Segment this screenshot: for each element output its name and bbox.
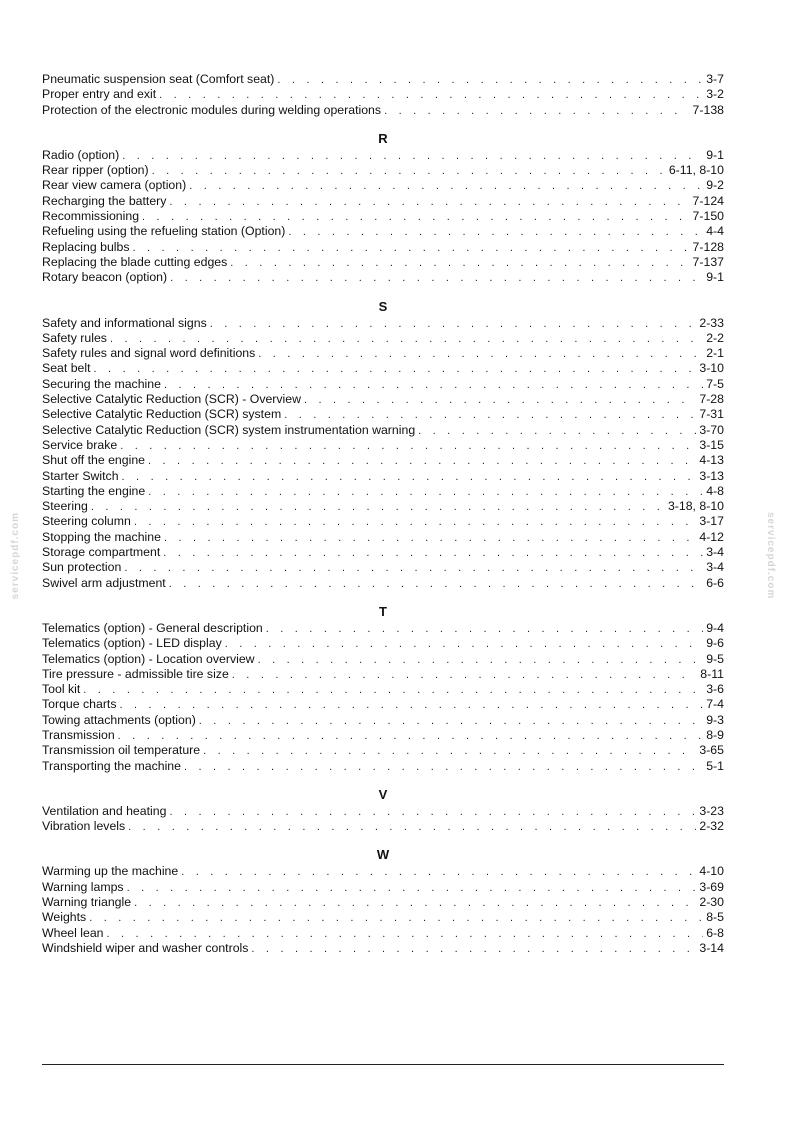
entry-label: Transmission oil temperature [42, 743, 201, 758]
entry-label: Safety rules [42, 330, 107, 345]
entry-label: Selective Catalytic Reduction (SCR) - Overview [42, 392, 301, 407]
entry-page: 4-4 [706, 224, 724, 239]
dot-leader [159, 88, 703, 102]
index-entry[interactable] [42, 178, 724, 193]
entry-label: Proper entry and exit [42, 87, 157, 102]
entry-label: Warning lamps [42, 879, 124, 894]
index-entry[interactable] [42, 636, 724, 651]
entry-page: 2-2 [706, 330, 724, 345]
entry-label: Storage compartment [42, 545, 161, 560]
index-entry[interactable] [42, 864, 724, 879]
entry-page: 3-4 [706, 560, 724, 575]
dot-leader [232, 668, 698, 682]
entry-page: 7-137 [692, 254, 724, 269]
dot-leader [284, 408, 696, 422]
entry-page: 8-9 [706, 727, 724, 742]
entry-page: 3-7 [706, 72, 724, 86]
entry-page: 3-6 [706, 682, 724, 697]
entry-page: 9-5 [706, 651, 724, 666]
entry-page: 7-28 [699, 392, 724, 407]
entry-label: Transporting the machine [42, 758, 181, 773]
entry-label: Tool kit [42, 682, 81, 697]
entry-page: 2-33 [699, 315, 724, 330]
index-section [42, 299, 724, 591]
index-entry[interactable] [42, 514, 724, 529]
entry-label: Starting the engine [42, 483, 146, 498]
dot-leader [127, 881, 697, 895]
entry-label: Pneumatic suspension seat (Comfort seat) [42, 72, 275, 86]
entry-label: Weights [42, 910, 87, 925]
entry-page: 7-4 [706, 697, 724, 712]
entry-page: 4-12 [699, 529, 724, 544]
dot-leader [118, 729, 704, 743]
index-entry[interactable] [42, 453, 724, 468]
entry-page: 9-1 [706, 270, 724, 285]
index-entry[interactable] [42, 163, 724, 178]
index-entry[interactable] [42, 530, 724, 545]
index-entry[interactable] [42, 407, 724, 422]
section-letter: S [378, 298, 388, 314]
index-entry[interactable] [42, 103, 724, 118]
index-entry[interactable] [42, 652, 724, 667]
index-section [42, 131, 724, 286]
entry-label: Telematics (option) - Location overview [42, 651, 255, 666]
index-entry[interactable] [42, 926, 724, 941]
entry-page: 3-15 [699, 437, 724, 452]
entry-page: 4-13 [699, 453, 724, 468]
entry-page: 4-8 [706, 483, 724, 498]
index-entry[interactable] [42, 392, 724, 407]
index-entry[interactable] [42, 682, 724, 697]
entry-page: 3-10 [699, 361, 724, 376]
entry-page: 3-17 [699, 514, 724, 529]
dot-leader [384, 104, 689, 118]
index-entry[interactable] [42, 499, 724, 514]
entry-page: 9-4 [706, 620, 724, 635]
entry-label: Steering column [42, 514, 131, 529]
dot-leader [89, 911, 703, 925]
entry-page: 9-6 [706, 636, 724, 651]
watermark-right: servicepdf.com [765, 512, 776, 600]
entry-page: 9-2 [706, 178, 724, 193]
entry-page: 3-23 [699, 803, 724, 818]
dot-leader [133, 241, 690, 255]
dot-leader [134, 515, 697, 529]
entry-label: Torque charts [42, 697, 117, 712]
entry-label: Radio (option) [42, 147, 120, 162]
dot-leader [288, 225, 703, 239]
index-entry[interactable] [42, 895, 724, 910]
entry-page: 9-1 [706, 147, 724, 162]
entry-label: Starter Switch [42, 468, 119, 483]
dot-leader [91, 500, 665, 514]
index-entry[interactable] [42, 713, 724, 728]
section-letter: R [378, 130, 388, 146]
entry-label: Transmission [42, 727, 115, 742]
index-entry[interactable] [42, 941, 724, 956]
entry-label: Warning triangle [42, 895, 132, 910]
dot-leader [134, 896, 696, 910]
entry-page: 2-1 [706, 346, 724, 361]
entry-page: 3-2 [706, 87, 724, 102]
index-entry[interactable] [42, 438, 724, 453]
entry-page: 3-14 [699, 940, 724, 955]
entry-label: Service brake [42, 437, 118, 452]
dot-leader [203, 744, 696, 758]
dot-leader [120, 439, 696, 453]
index-section [42, 72, 724, 118]
entry-page: 7-31 [699, 407, 724, 422]
index-entry[interactable] [42, 667, 724, 682]
section-letter: W [376, 847, 390, 863]
entry-page: 7-124 [692, 193, 724, 208]
entry-page: 3-18, 8-10 [667, 499, 724, 514]
entry-page: 7-5 [706, 376, 724, 391]
entry-label: Tire pressure - admissible tire size [42, 666, 229, 681]
index-entry[interactable] [42, 316, 724, 331]
entry-label: Vibration levels [42, 819, 126, 834]
index-entry[interactable] [42, 728, 724, 743]
dot-leader [225, 637, 703, 651]
entry-label: Recharging the battery [42, 193, 167, 208]
dot-leader [164, 531, 696, 545]
index-section [42, 787, 724, 835]
dot-leader [164, 378, 703, 392]
dot-leader [199, 714, 703, 728]
index-entry[interactable] [42, 87, 724, 102]
section-letter: T [379, 603, 387, 619]
dot-leader [266, 622, 703, 636]
dot-leader [152, 164, 666, 178]
dot-leader [163, 546, 703, 560]
index-entry[interactable] [42, 697, 724, 712]
entry-page: 3-69 [699, 879, 724, 894]
entry-page: 7-128 [692, 239, 724, 254]
index-entry[interactable] [42, 560, 724, 575]
dot-leader [122, 149, 703, 163]
entry-label: Warming up the machine [42, 864, 179, 879]
dot-leader [304, 393, 696, 407]
index-entry[interactable] [42, 377, 724, 392]
entry-label: Replacing the blade cutting edges [42, 254, 228, 269]
entry-label: Rear view camera (option) [42, 178, 187, 193]
watermark-left: servicepdf.com [10, 512, 21, 600]
alphabetical-index [42, 72, 724, 956]
entry-label: Windshield wiper and washer controls [42, 940, 249, 955]
index-entry[interactable] [42, 469, 724, 484]
entry-page: 3-4 [706, 545, 724, 560]
entry-page: 2-30 [699, 895, 724, 910]
entry-label: Telematics (option) - General description [42, 620, 263, 635]
dot-leader [184, 760, 703, 774]
entry-page: 7-138 [692, 102, 724, 117]
index-entry[interactable] [42, 209, 724, 224]
dot-leader [122, 470, 697, 484]
dot-leader [148, 454, 696, 468]
dot-leader [94, 362, 697, 376]
entry-page: 4-10 [699, 864, 724, 879]
index-entry[interactable] [42, 880, 724, 895]
entry-label: Towing attachments (option) [42, 712, 196, 727]
footer-rule [42, 1064, 724, 1065]
entry-label: Replacing bulbs [42, 239, 130, 254]
index-entry[interactable] [42, 819, 724, 834]
dot-leader [83, 683, 703, 697]
index-entry[interactable] [42, 224, 724, 239]
dot-leader [258, 653, 704, 667]
entry-page: 3-13 [699, 468, 724, 483]
dot-leader [120, 698, 704, 712]
index-entry[interactable] [42, 361, 724, 376]
entry-page: 5-1 [706, 758, 724, 773]
dot-leader [277, 73, 703, 87]
index-entry[interactable] [42, 484, 724, 499]
index-entry[interactable] [42, 148, 724, 163]
dot-leader [258, 347, 703, 361]
entry-page: 3-65 [699, 743, 724, 758]
dot-leader [169, 577, 704, 591]
index-entry[interactable] [42, 346, 724, 361]
index-section [42, 847, 724, 956]
entry-label: Safety rules and signal word definitions [42, 346, 256, 361]
dot-leader [170, 271, 703, 285]
entry-label: Shut off the engine [42, 453, 146, 468]
entry-page: 8-5 [706, 910, 724, 925]
index-entry[interactable] [42, 240, 724, 255]
index-entry[interactable] [42, 331, 724, 346]
entry-label: Securing the machine [42, 376, 161, 391]
entry-label: Wheel lean [42, 925, 104, 940]
index-entry[interactable] [42, 743, 724, 758]
index-entry[interactable] [42, 270, 724, 285]
index-entry[interactable] [42, 576, 724, 591]
section-letter: V [378, 786, 388, 802]
entry-page: 6-6 [706, 575, 724, 590]
entry-label: Telematics (option) - LED display [42, 636, 222, 651]
entry-label: Selective Catalytic Reduction (SCR) system [42, 407, 282, 422]
entry-label: Selective Catalytic Reduction (SCR) system instrumentation warning [42, 422, 416, 437]
index-entry[interactable] [42, 804, 724, 819]
dot-leader [107, 927, 704, 941]
entry-page: 8-11 [700, 666, 724, 681]
entry-label: Sun protection [42, 560, 122, 575]
entry-page: 7-150 [692, 209, 724, 224]
index-entry[interactable] [42, 759, 724, 774]
dot-leader [124, 561, 703, 575]
index-entry[interactable] [42, 255, 724, 270]
dot-leader [189, 179, 703, 193]
dot-leader [181, 865, 696, 879]
entry-page: 6-8 [706, 925, 724, 940]
dot-leader [169, 805, 696, 819]
entry-page: 3-70 [699, 422, 724, 437]
dot-leader [128, 820, 696, 834]
entry-label: Rotary beacon (option) [42, 270, 168, 285]
entry-label: Seat belt [42, 361, 91, 376]
index-entry[interactable] [42, 910, 724, 925]
entry-label: Stopping the machine [42, 529, 161, 544]
dot-leader [148, 485, 703, 499]
entry-label: Swivel arm adjustment [42, 575, 166, 590]
entry-label: Refueling using the refueling station (Option) [42, 224, 286, 239]
dot-leader [418, 424, 696, 438]
entry-label: Ventilation and heating [42, 803, 167, 818]
index-section [42, 604, 724, 774]
entry-page: 6-11, 8-10 [668, 163, 724, 178]
index-entry[interactable] [42, 423, 724, 438]
dot-leader [142, 210, 690, 224]
entry-label: Steering [42, 499, 88, 514]
entry-page: 9-3 [706, 712, 724, 727]
entry-label: Rear ripper (option) [42, 163, 149, 178]
dot-leader [169, 195, 689, 209]
index-entry[interactable] [42, 621, 724, 636]
entry-label: Safety and informational signs [42, 315, 207, 330]
entry-label: Recommissioning [42, 209, 140, 224]
dot-leader [230, 256, 689, 270]
index-entry[interactable] [42, 194, 724, 209]
entry-label: Protection of the electronic modules during welding operations [42, 102, 382, 117]
dot-leader [251, 942, 696, 956]
dot-leader [110, 332, 703, 346]
dot-leader [210, 317, 697, 331]
index-entry[interactable] [42, 72, 724, 87]
entry-page: 2-32 [699, 819, 724, 834]
index-entry[interactable] [42, 545, 724, 560]
